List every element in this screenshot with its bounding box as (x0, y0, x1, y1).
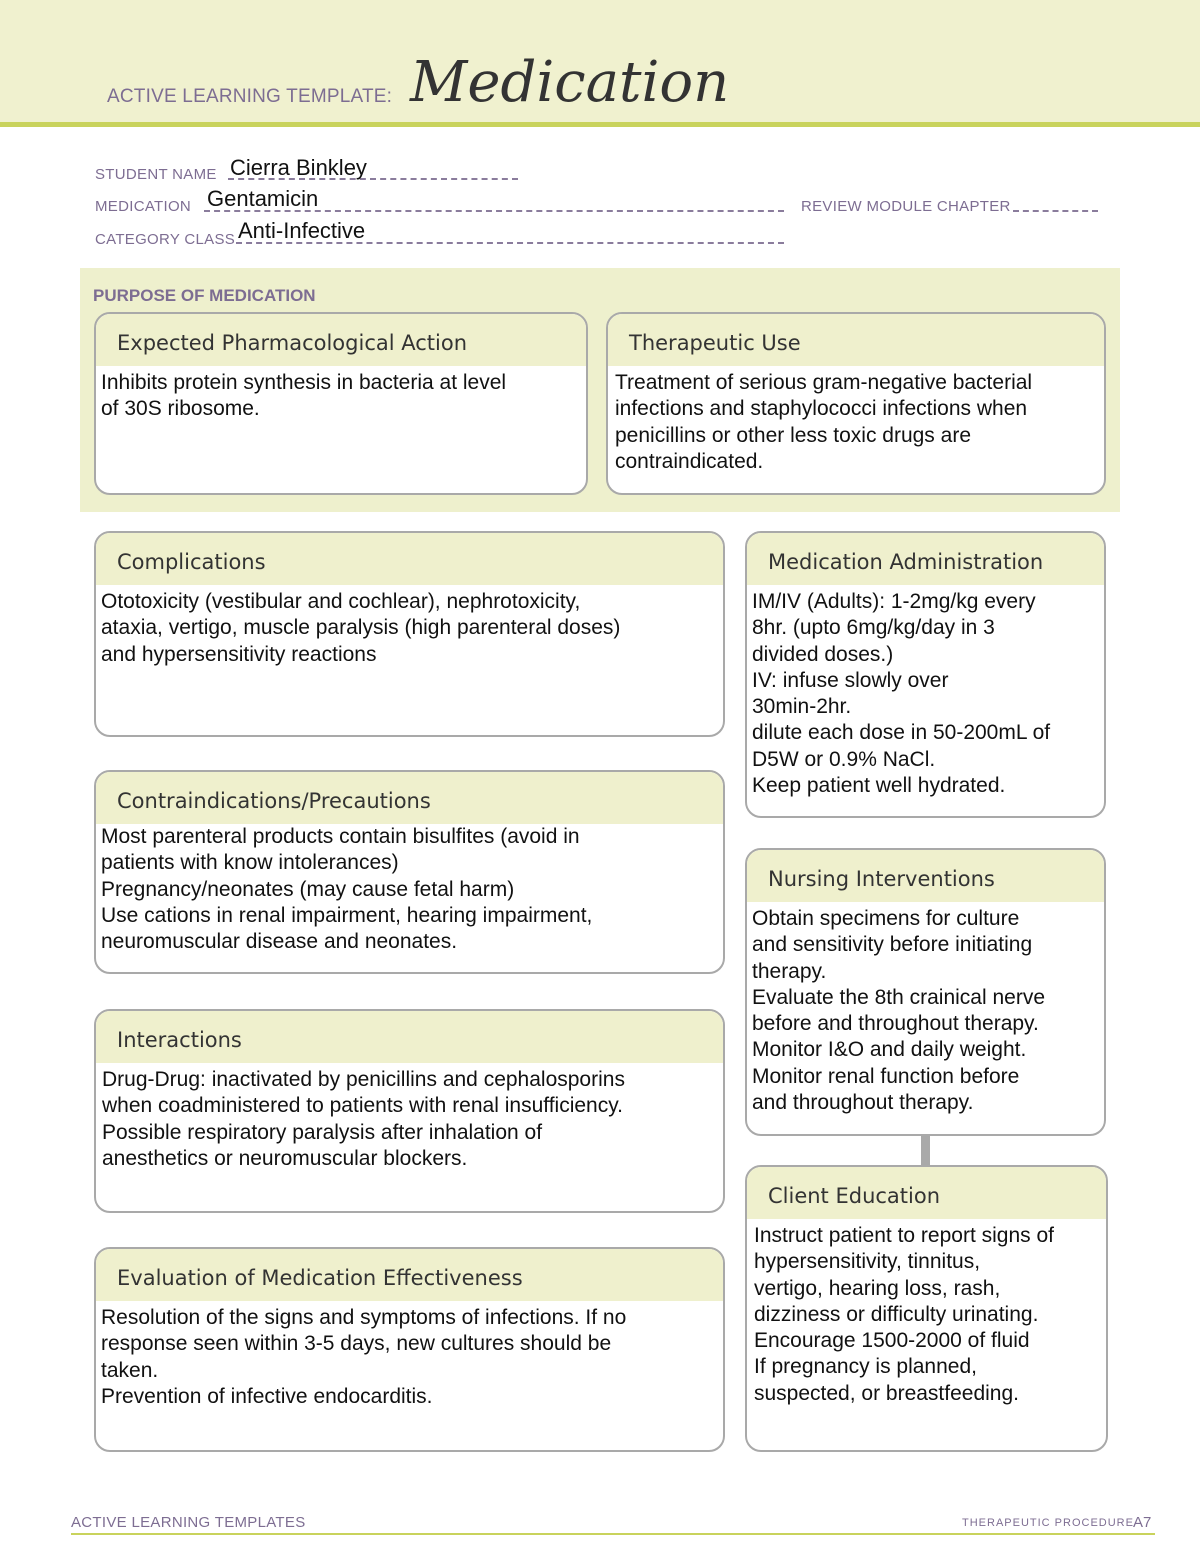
student-name-label: STUDENT NAME (95, 166, 217, 183)
nursing-interventions-box (745, 848, 1106, 1136)
medication-field[interactable]: Gentamicin (207, 186, 319, 211)
template-label: ACTIVE LEARNING TEMPLATE: (107, 86, 393, 107)
complications-text[interactable]: Ototoxicity (vestibular and cochlear), nephrotoxicity, ataxia, vertigo, muscle paralysis (high parenteral doses) and hypersensitivity reactions (101, 590, 621, 666)
therapeutic-use-box (606, 312, 1106, 495)
evaluation-box (94, 1247, 725, 1452)
expected-action-title: Expected Pharmacological Action (96, 314, 586, 366)
nursing-interventions-text[interactable]: Obtain specimens for culture and sensitivity before initiating therapy. Evaluate the 8th crainical nerve before and throughout therapy. Monitor I&O and daily weight. Monitor renal function before and throughout therapy. (752, 907, 1046, 1115)
review-module-chapter-label: REVIEW MODULE CHAPTER (801, 198, 1011, 215)
purpose-title: PURPOSE OF MEDICATION (93, 286, 316, 305)
interactions-title: Interactions (96, 1011, 723, 1063)
administration-text[interactable]: IM/IV (Adults): 1-2mg/kg every 8hr. (upto 6mg/kg/day in 3 divided doses.) IV: infuse slowly over 30min-2hr. dilute each dose in 50-200mL of D5W or 0.9% NaCl. Keep patient well hydrated. (752, 590, 1051, 798)
therapeutic-use-title: Therapeutic Use (608, 314, 1104, 366)
therapeutic-use-text[interactable]: Treatment of serious gram-negative bacterial infections and staphylococci infections when penicillins or other less toxic drugs are contraindicated. (615, 371, 1033, 473)
complications-box (94, 531, 725, 737)
client-education-title: Client Education (747, 1167, 1106, 1219)
contraindications-box (94, 770, 725, 974)
page-title: Medication (410, 50, 730, 115)
medication-label: MEDICATION (95, 198, 192, 215)
administration-box (745, 531, 1106, 818)
interactions-box (94, 1009, 725, 1213)
header-divider (0, 122, 1200, 127)
footer-page-number: A7 (1133, 1514, 1152, 1531)
contraindications-title: Contraindications/Precautions (96, 772, 723, 824)
expected-action-text[interactable]: Inhibits protein synthesis in bacteria at level of 30S ribosome. (101, 371, 507, 421)
nursing-interventions-title: Nursing Interventions (747, 850, 1104, 902)
student-name-field[interactable]: Cierra Binkley (230, 155, 367, 180)
expected-action-box (94, 312, 588, 495)
footer-left-label: ACTIVE LEARNING TEMPLATES (71, 1514, 306, 1531)
client-education-text[interactable]: Instruct patient to report signs of hypersensitivity, tinnitus, vertigo, hearing loss, rash, dizziness or difficulty urinating. Encourage 1500-2000 of fluid If pregnancy is planned, suspected, or breastfeeding. (754, 1224, 1054, 1405)
administration-title: Medication Administration (747, 533, 1104, 585)
complications-title: Complications (96, 533, 723, 585)
footer-right-label: THERAPEUTIC PROCEDURE (962, 1517, 1134, 1529)
footer-divider (71, 1533, 1155, 1535)
box-connector (921, 1135, 930, 1167)
evaluation-title: Evaluation of Medication Effectiveness (96, 1249, 723, 1301)
contraindications-text[interactable]: Most parenteral products contain bisulfites (avoid in patients with know intolerances) Pregnancy/neonates (may cause fetal harm) Use cations in renal impairment, hearing impairment, neuromuscular disease and neonates. (101, 825, 593, 954)
client-education-box (745, 1165, 1108, 1452)
review-module-chapter-line (1013, 210, 1098, 212)
category-class-label: CATEGORY CLASS (95, 231, 236, 248)
evaluation-text[interactable]: Resolution of the signs and symptoms of infections. If no response seen within 3-5 days, new cultures should be taken. Prevention of infective endocarditis. (101, 1306, 627, 1408)
interactions-text[interactable]: Drug-Drug: inactivated by penicillins and cephalosporins when coadministered to patients with renal insufficiency. Possible respiratory paralysis after inhalation of anesthetics or neuromuscular blockers. (102, 1068, 625, 1170)
category-class-field[interactable]: Anti-Infective (238, 218, 366, 243)
